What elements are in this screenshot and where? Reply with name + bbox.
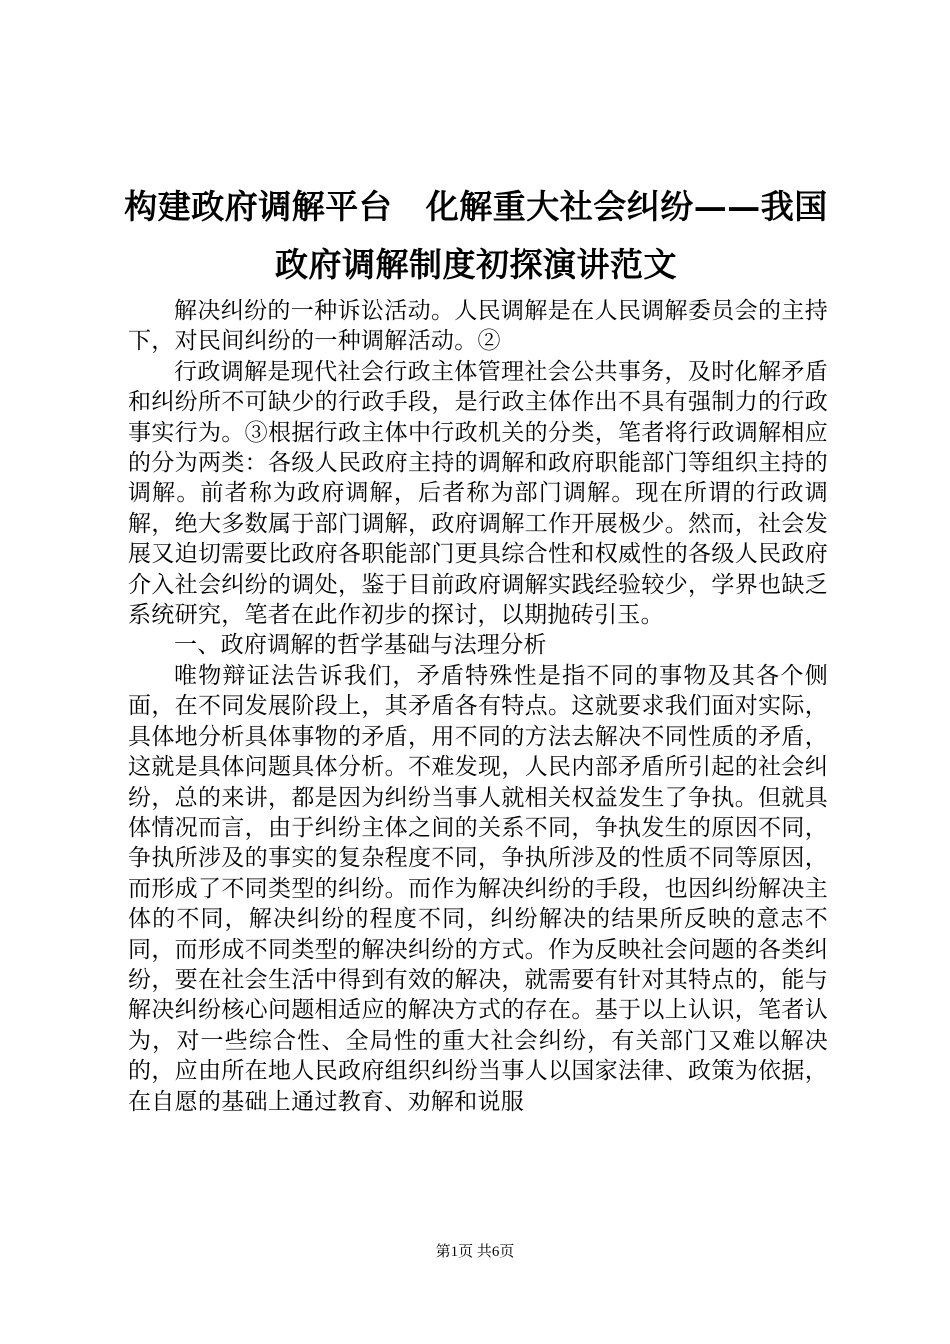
body-paragraph: 唯物辩证法告诉我们，矛盾特殊性是指不同的事物及其各个侧面，在不同发展阶段上，其矛盾各有特点。这就要求我们面对实际，具体地分析具体事物的矛盾，用不同的方法去解决不同性质的矛盾，这就是具体问题具体分析。不难发现，人民内部矛盾所引起的社会纠纷，总的来讲，都是因为纠纷当事人就相关权益发生了争执。但就具体情况而言，由于纠纷主体之间的关系不同，争执发生的原因不同，争执所涉及的事实的复杂程度不同，争执所涉及的性质不同等原因，而形成了不同类型的纠纷。而作为解决纠纷的手段，也因纠纷解决主体的不同，解决纠纷的程度不同，纠纷解决的结果所反映的意志不同，而形成不同类型的解决纠纷的方式。作为反映社会问题的各类纠纷，要在社会生活中得到有效的解决，就需要有针对其特点的，能与解决纠纷核心问题相适应的解决方式的存在。基于以上认识，笔者认为，对一些综合性、全局性的重大社会纠纷，有关部门又难以解决的，应由所在地人民政府组织纠纷当事人以国家法律、政策为依据，在自愿的基础上通过教育、劝解和说服 [128, 662, 828, 1115]
body-paragraph: 解决纠纷的一种诉讼活动。人民调解是在人民调解委员会的主持下，对民间纠纷的一种调解活动。② [128, 298, 828, 355]
page-footer: 第1页 共6页 [435, 1244, 515, 1260]
body-paragraph: 行政调解是现代社会行政主体管理社会公共事务，及时化解矛盾和纠纷所不可缺少的行政手段，是行政主体作出不具有强制力的行政事实行为。③根据行政主体中行政机关的分类，笔者将行政调解相应的分为两类：各级人民政府主持的调解和政府职能部门等组织主持的调解。前者称为政府调解，后者称为部门调解。现在所谓的行政调解，绝大多数属于部门调解，政府调解工作开展极少。然而，社会发展又迫切需要比政府各职能部门更具综合性和权威性的各级人民政府介入社会纠纷的调处，鉴于目前政府调解实践经验较少，学界也缺乏系统研究，笔者在此作初步的探讨，以期抛砖引玉。 [128, 358, 828, 629]
document-body [128, 296, 828, 1117]
section-heading: 一、政府调解的哲学基础与法理分析 [174, 632, 547, 659]
document-title: 构建政府调解平台 化解重大社会纠纷——我国政府调解制度初探演讲范文 [124, 187, 828, 284]
